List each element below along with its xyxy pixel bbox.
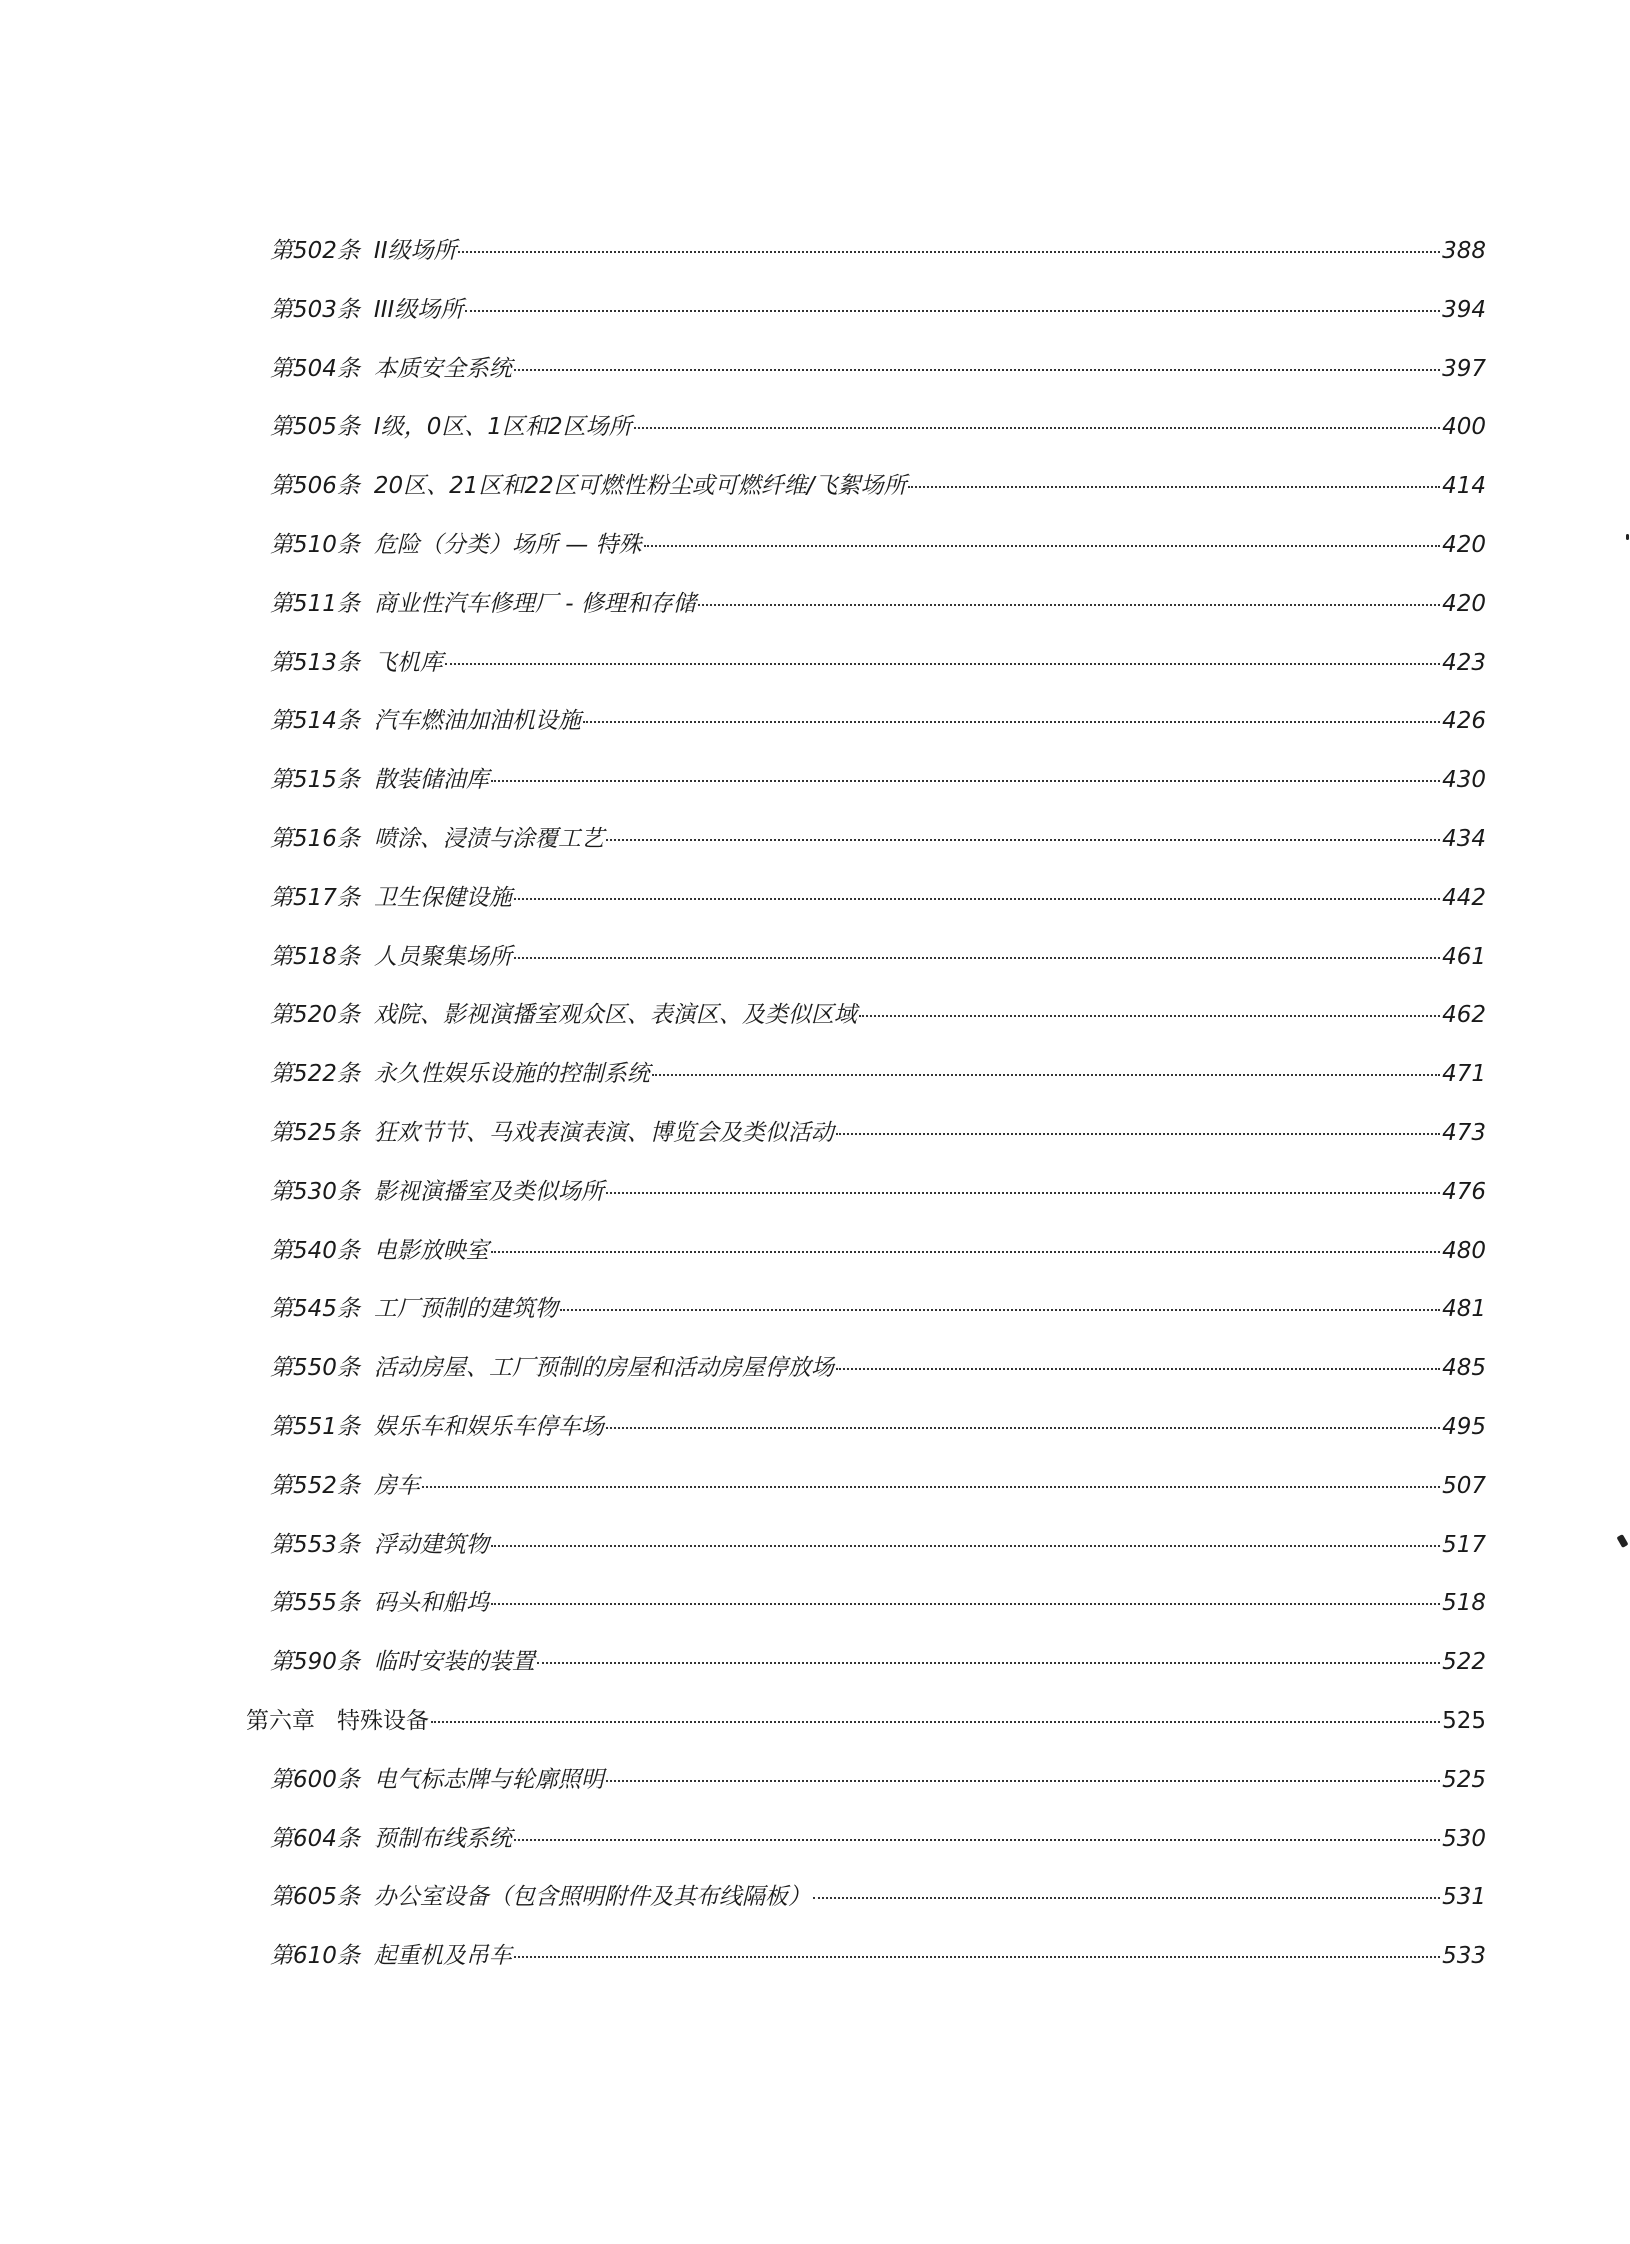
toc-page-number: 525 <box>1442 1766 1486 1793</box>
toc-article-number: 第504条 <box>270 355 360 382</box>
toc-article-number: 第522条 <box>270 1061 360 1088</box>
toc-page-number: 481 <box>1442 1296 1486 1323</box>
toc-article-row <box>270 1059 1486 1089</box>
toc-article-row <box>270 1236 1486 1266</box>
toc-page-number: 522 <box>1442 1649 1486 1676</box>
toc-dot-leader <box>491 780 1440 782</box>
toc-dot-leader <box>514 898 1440 900</box>
toc-page-number: 462 <box>1442 1002 1486 1029</box>
toc-article-row <box>270 1294 1486 1324</box>
toc-page-number: 480 <box>1442 1237 1486 1264</box>
toc-page-number: 476 <box>1442 1178 1486 1205</box>
toc-entry-title: 预制布线系统 <box>373 1825 512 1852</box>
toc-page-number: 430 <box>1442 767 1486 794</box>
toc-dot-leader <box>445 663 1440 665</box>
toc-article-number: 第604条 <box>270 1825 360 1852</box>
toc-article-row <box>270 354 1486 384</box>
toc-article-row <box>270 1177 1486 1207</box>
toc-article-row <box>270 883 1486 913</box>
toc-entry-title: 办公室设备（包含照明附件及其布线隔板） <box>373 1884 811 1911</box>
toc-dot-leader <box>431 1721 1440 1723</box>
toc-page-number: 397 <box>1442 355 1486 382</box>
toc-entry-title: 房车 <box>373 1472 420 1499</box>
toc-entry-title: 起重机及吊车 <box>373 1943 512 1970</box>
toc-article-row <box>270 1000 1486 1030</box>
toc-dot-leader <box>644 545 1441 547</box>
toc-entry-title: 娱乐车和娱乐车停车场 <box>373 1414 604 1440</box>
toc-dot-leader <box>560 1309 1440 1311</box>
toc-entry-title: 电影放映室 <box>373 1237 489 1264</box>
toc-page-number: 533 <box>1442 1943 1486 1970</box>
toc-article-row <box>270 471 1486 501</box>
toc-article-row <box>270 295 1486 325</box>
toc-article-number: 第503条 <box>270 296 360 323</box>
toc-article-number: 第515条 <box>270 767 360 794</box>
toc-page-number: 442 <box>1442 884 1486 911</box>
toc-dot-leader <box>606 1780 1440 1782</box>
toc-entry-title: 活动房屋、工厂预制的房屋和活动房屋停放场 <box>373 1355 834 1382</box>
toc-page-number: 471 <box>1442 1061 1486 1088</box>
toc-article-row <box>270 1765 1486 1795</box>
toc-article-number: 第530条 <box>270 1178 360 1205</box>
toc-article-row <box>270 824 1486 854</box>
toc-dot-leader <box>859 1015 1440 1017</box>
toc-article-number: 第518条 <box>270 943 360 970</box>
toc-dot-leader <box>491 1545 1440 1547</box>
toc-page-number: 485 <box>1442 1355 1486 1382</box>
toc-dot-leader <box>836 1368 1440 1370</box>
toc-article-number: 第516条 <box>270 826 360 852</box>
toc-article-row <box>270 1530 1486 1560</box>
toc-entry-title: 本质安全系统 <box>373 355 512 382</box>
toc-article-number: 第610条 <box>270 1943 360 1970</box>
toc-article-number: 第502条 <box>270 238 360 264</box>
toc-page-number: 530 <box>1442 1825 1486 1852</box>
toc-article-row <box>270 1588 1486 1618</box>
toc-entry-title: II级场所 <box>373 238 457 264</box>
toc-article-number: 第510条 <box>270 532 360 558</box>
toc-dot-leader <box>465 310 1440 312</box>
toc-article-number: 第540条 <box>270 1237 360 1264</box>
toc-article-row <box>270 1471 1486 1501</box>
toc-dot-leader <box>652 1074 1440 1076</box>
toc-article-row <box>270 1824 1486 1854</box>
toc-entry-title: 狂欢节节、马戏表演表演、博览会及类似活动 <box>373 1120 834 1146</box>
toc-dot-leader <box>458 251 1440 253</box>
toc-page-number: 461 <box>1442 943 1486 970</box>
toc-dot-leader <box>491 1603 1440 1605</box>
toc-entry-title: 20区、21区和22区可燃性粉尘或可燃纤维/飞絮场所 <box>373 473 907 500</box>
toc-page-number: 531 <box>1442 1884 1486 1911</box>
toc-dot-leader <box>634 427 1441 429</box>
toc-entry-title: 戏院、影视演播室观众区、表演区、及类似区域 <box>373 1002 857 1029</box>
toc-article-row <box>270 1412 1486 1442</box>
toc-entry-title: 危险（分类）场所 — 特殊 <box>373 532 642 558</box>
toc-entry-title: 人员聚集场所 <box>373 943 512 970</box>
toc-article-number: 第520条 <box>270 1002 360 1029</box>
toc-entry-title: 飞机库 <box>373 649 443 676</box>
toc-entry-title: 影视演播室及类似场所 <box>373 1178 604 1205</box>
toc-page-number: 518 <box>1442 1590 1486 1617</box>
toc-entry-title: 汽车燃油加油机设施 <box>373 708 581 735</box>
toc-article-number: 第511条 <box>270 590 360 617</box>
toc-article-row <box>270 1353 1486 1383</box>
toc-page-number: 473 <box>1442 1120 1486 1146</box>
toc-article-number: 第590条 <box>270 1649 360 1676</box>
toc-page-number: 414 <box>1442 473 1486 500</box>
toc-entry-title: 喷涂、浸渍与涂覆工艺 <box>373 826 604 852</box>
toc-article-row <box>270 1647 1486 1677</box>
toc-entry-title: 特殊设备 <box>337 1708 429 1734</box>
toc-entry-title: 浮动建筑物 <box>373 1531 489 1558</box>
toc-entry-title: III级场所 <box>373 296 464 323</box>
toc-page-number: 495 <box>1442 1414 1486 1440</box>
toc-article-number: 第517条 <box>270 884 360 911</box>
toc-page-number: 394 <box>1442 296 1486 323</box>
toc-chapter-row <box>246 1706 1486 1736</box>
toc-dot-leader <box>606 1192 1440 1194</box>
toc-dot-leader <box>606 839 1440 841</box>
scan-speck-top-right <box>1626 534 1629 540</box>
toc-article-row <box>270 942 1486 972</box>
toc-dot-leader <box>813 1897 1440 1899</box>
toc-entry-title: 永久性娱乐设施的控制系统 <box>373 1061 650 1088</box>
toc-article-row <box>270 530 1486 560</box>
toc-entry-title: 临时安装的装置 <box>373 1649 535 1676</box>
toc-article-row <box>270 648 1486 678</box>
toc-page-number: 426 <box>1442 708 1486 735</box>
toc-article-number: 第514条 <box>270 708 360 735</box>
toc-dot-leader <box>422 1486 1440 1488</box>
toc-dot-leader <box>514 369 1440 371</box>
toc-dot-leader <box>491 1251 1440 1253</box>
toc-page-number: 400 <box>1442 414 1486 441</box>
toc-page-number: 420 <box>1442 532 1486 558</box>
toc-entry-title: I级，0区、1区和2区场所 <box>373 414 632 441</box>
toc-page-number: 434 <box>1442 826 1486 852</box>
toc-dot-leader <box>908 486 1440 488</box>
toc-article-row <box>270 236 1486 266</box>
toc-article-number: 第553条 <box>270 1531 360 1558</box>
toc-article-number: 第525条 <box>270 1120 360 1146</box>
toc-dot-leader <box>537 1662 1440 1664</box>
toc-chapter-number: 第六章 <box>246 1708 315 1734</box>
toc-article-number: 第550条 <box>270 1355 360 1382</box>
toc-article-number: 第551条 <box>270 1414 360 1440</box>
toc-entry-title: 工厂预制的建筑物 <box>373 1296 558 1323</box>
toc-entry-title: 商业性汽车修理厂 - 修理和存储 <box>373 590 696 617</box>
toc-entry-title: 散装储油库 <box>373 767 489 794</box>
toc-article-number: 第505条 <box>270 414 360 441</box>
toc-page-number: 525 <box>1442 1708 1486 1734</box>
toc-article-number: 第555条 <box>270 1590 360 1617</box>
toc-dot-leader <box>583 721 1440 723</box>
toc-article-row <box>270 1118 1486 1148</box>
toc-page-number: 507 <box>1442 1472 1486 1499</box>
toc-dot-leader <box>606 1427 1440 1429</box>
toc-page-number: 423 <box>1442 649 1486 676</box>
toc-dot-leader <box>514 957 1440 959</box>
toc-article-number: 第605条 <box>270 1884 360 1911</box>
toc-article-number: 第506条 <box>270 473 360 500</box>
toc-article-row <box>270 765 1486 795</box>
toc-page-number: 420 <box>1442 590 1486 617</box>
toc-article-number: 第552条 <box>270 1472 360 1499</box>
toc-article-row <box>270 1941 1486 1971</box>
toc-article-row <box>270 589 1486 619</box>
toc-page-number: 388 <box>1442 238 1486 264</box>
toc-article-row <box>270 412 1486 442</box>
toc-article-number: 第600条 <box>270 1766 360 1793</box>
toc-entry-title: 码头和船坞 <box>373 1590 489 1617</box>
toc-dot-leader <box>836 1133 1440 1135</box>
toc-dot-leader <box>514 1839 1440 1841</box>
toc-dot-leader <box>514 1956 1440 1958</box>
toc-dot-leader <box>698 604 1440 606</box>
toc-article-row <box>270 706 1486 736</box>
toc-page-number: 517 <box>1442 1531 1486 1558</box>
toc-entry-title: 卫生保健设施 <box>373 884 512 911</box>
toc-article-number: 第513条 <box>270 649 360 676</box>
toc-entry-title: 电气标志牌与轮廓照明 <box>373 1766 604 1793</box>
toc-article-row <box>270 1882 1486 1912</box>
toc-article-number: 第545条 <box>270 1296 360 1323</box>
